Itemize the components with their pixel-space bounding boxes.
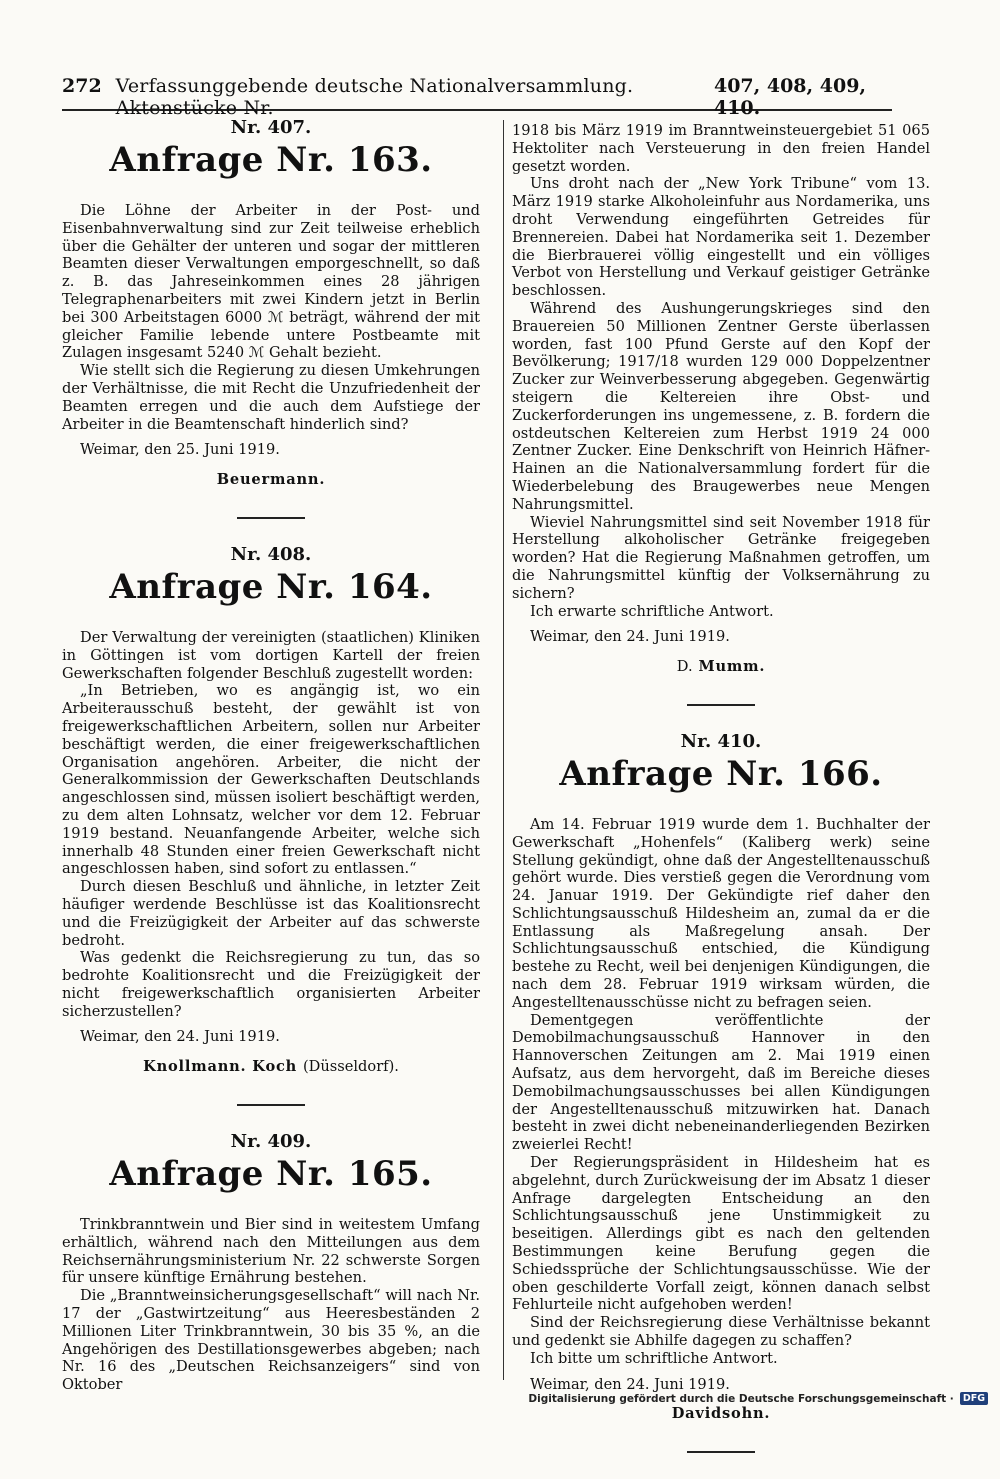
page-header [62, 75, 892, 119]
doc-number: Nr. 410. [680, 730, 762, 752]
right-column [512, 122, 930, 1479]
paragraph: Durch diesen Beschluß und ähnliche, in letzter Zeit häufiger werdende Beschlüsse ist das Koalitionsrecht und die Freizügigkeit der Arbeiter auf das schwerste bedroht. [62, 878, 480, 949]
signature: Beuermann. [216, 471, 326, 489]
doc-title: Anfrage Nr. 166. [559, 753, 883, 794]
paragraph: Ich bitte um schriftliche Antwort. [530, 1349, 778, 1367]
paragraph: Wieviel Nahrungsmittel sind seit November 1918 für Herstellung alkoholischer Getränke freigegeben worden? Hat die Regierung Maßnahmen getroffen, um die Nahrungsmittel künftig der Volksernährung zu sichern? [512, 513, 930, 602]
paragraph: Wie stellt sich die Regierung zu diesen Umkehrungen der Verhältnisse, die mit Recht die Unzufriedenheit der Beamten erregen und die auch dem Aufstiege der Arbeiter in die Beamtenschaft hinderlich sind? [62, 362, 480, 433]
paragraph: Während des Aushungerungskrieges sind den Brauereien 50 Millionen Zentner Gerste überlassen worden, fast 100 Pfund Gerste auf den Kopf der Bevölkerung; 1917/18 wurden 129 000 Doppelzentner Zucker zur Weinverbesserung abgegeben. Gegenwärtig steigern die Keltereien ihre Obst- und Zuckerforderungen ins ungemessene, z. B. fordern die ostdeutschen Keltereien zum Herbst 1919 24 000 Zentner Zucker. Eine Denkschrift von Heinrich Häfner-Hainen an die Nationalversammlung fordert für die Wiederbelebung des Braugewerbes neue Mengen Nahrungsmittel. [512, 299, 930, 513]
separator-rule [237, 517, 305, 519]
doc-title: Anfrage Nr. 163. [109, 140, 433, 180]
left-column [62, 118, 480, 1394]
date-line: Weimar, den 25. Juni 1919. [80, 441, 280, 459]
separator-rule [237, 1104, 305, 1106]
signature-line [512, 658, 930, 676]
paragraph: „In Betrieben, wo es angängig ist, wo ein Arbeiterausschuß besteht, der gewählt ist von freigewerkschaftlichen Arbeitern, sollen nur Arbeiter beschäftigt werden, die einer freigewerkschaftlichen Organisation angehören. Arbeiter, die nicht der Generalkommission der Gewerkschaften Deutschlands angeschlossen sind, müssen isoliert beschäftigt werden, zu dem alten Lohnsatz, welcher vor dem 12. Februar 1919 bestand. Neuanfangende Arbeiter, welche sich innerhalb 48 Stunden einer freien Gewerkschaft nicht angeschlossen haben, sind sofort zu entlassen.“ [62, 682, 480, 878]
paragraph: Was gedenkt die Reichsregierung zu tun, das so bedrohte Koalitionsrecht und die Freizügigkeit der nicht freigewerkschaftlich organisierten Arbeiter sicherzustellen? [62, 949, 480, 1020]
header-title: Verfassunggebende deutsche Nationalversammlung. Aktenstücke Nr. [115, 75, 634, 119]
separator-rule [687, 1451, 755, 1453]
signature: Davidsohn. [671, 1405, 771, 1423]
paragraph: Trinkbranntwein und Bier sind in weitestem Umfang erhältlich, während nach den Mitteilungen aus dem Reichsernährungsministerium Nr. 22 schwerste Sorgen für unsere künftige Ernährung bestehen. [62, 1216, 480, 1287]
document-409-continued [512, 122, 930, 676]
signature: Mumm. [698, 658, 766, 676]
paragraph: Der Regierungspräsident in Hildesheim hat es abgelehnt, durch Zurückweisung der im Absatz 1 dieser Anfrage dargelegten Entscheidung an den Schlichtungsausschuß jene Unstimmigkeit zu beseitigen. Allerdings gibt es nach den geltenden Bestimmungen keine Berufung gegen die Schiedssprüche der Schlichtungsausschüsse. Wie der oben geschilderte Vorfall zeigt, können danach selbst Fehlurteile nicht aufgehoben werden! [512, 1154, 930, 1314]
doc-number: Nr. 409. [230, 1131, 312, 1153]
paragraph: Ich erwarte schriftliche Antwort. [530, 602, 774, 620]
paragraph: Uns droht nach der „New York Tribune“ vom 13. März 1919 starke Alkoholeinfuhr aus Nordamerika, uns droht Verwendung eingeführten Getreides für Brennereien. Dabei hat Nordamerika seit 1. Dezember die Bierbrauerei völlig eingestellt und ein völliges Verbot von Herstellung und Verkauf geistiger Getränke beschlossen. [512, 175, 930, 300]
paragraph: Am 14. Februar 1919 wurde dem 1. Buchhalter der Gewerkschaft „Hohenfels“ (Kaliberg werk) seine Stellung gekündigt, ohne daß der Angestelltenausschuß gehört wurde. Dies verstieß gegen die Verordnung vom 24. Januar 1919. Der Gekündigte rief daher den Schlichtungsausschuß Hildesheim an, zumal da er die Entlassung als Maßregelung ansah. Der Schlichtungsausschuß entschied, die Kündigung bestehe zu Recht, weil bei denjenigen Kündigungen, die nach dem 28. Februar 1919 wirksam würden, die Angestelltenausschüsse nicht zu befragen seien. [512, 815, 930, 1011]
footer-credit [528, 1392, 988, 1405]
paragraph: Die Löhne der Arbeiter in der Post- und Eisenbahnverwaltung sind zur Zeit teilweise erheblich über die Gehälter der unteren und sogar der mittleren Beamten dieser Verwaltungen emporgeschnellt, so daß z. B. das Jahreseinkommen eines 28 jährigen Telegraphenarbeiters mit zwei Kindern jetzt in Berlin bei 300 Arbeitstagen 6000 ℳ beträgt, während der mit gleicher Familie lebende untere Postbeamte mit Zulagen insgesamt 5240 ℳ Gehalt bezieht. [62, 202, 480, 362]
page-number: 272 [62, 75, 102, 97]
paragraph: Die „Branntweinsicherungsgesellschaft“ will nach Nr. 17 der „Gastwirtzeitung“ aus Heeresbeständen 2 Millionen Liter Trinkbranntwein, 30 bis 35 %, an die Angehörigen des Destillationsgewerbes abgeben; nach Nr. 16 des „Deutschen Reichsanzeigers“ sind von Oktober [62, 1287, 480, 1394]
signature-place: (Düsseldorf). [302, 1058, 399, 1076]
footer-text: Digitalisierung gefördert durch die Deutsche Forschungsgemeinschaft · [528, 1392, 954, 1405]
date-line: Weimar, den 24. Juni 1919. [530, 1375, 730, 1393]
date-line: Weimar, den 24. Juni 1919. [80, 1028, 280, 1046]
signature-line [62, 1058, 480, 1076]
paragraph: Der Verwaltung der vereinigten (staatlichen) Kliniken in Göttingen ist vom dortigen Kartell der freien Gewerkschaften folgender Beschluß zugestellt worden: [62, 628, 480, 682]
document-408 [62, 545, 480, 1076]
column-divider [503, 120, 504, 1380]
separator-rule [687, 704, 755, 706]
document-407 [62, 118, 480, 489]
paragraph-continuation: 1918 bis März 1919 im Branntweinsteuergebiet 51 065 Hektoliter nach Versteuerung in den freien Handel gesetzt worden. [512, 122, 930, 175]
date-line: Weimar, den 24. Juni 1919. [530, 628, 730, 646]
doc-title: Anfrage Nr. 164. [109, 566, 433, 607]
signature-prefix: D. [676, 658, 693, 676]
signature: Knollmann. Koch [143, 1058, 298, 1076]
doc-title: Anfrage Nr. 165. [109, 1154, 433, 1195]
dfg-logo-icon: DFG [960, 1392, 988, 1405]
paragraph: Dementgegen veröffentlichte der Demobilmachungsausschuß Hannover in den Hannoverschen Zeitungen am 2. Mai 1919 einen Aufsatz, aus dem hervorgeht, daß im Bereiche dieses Demobilmachungsausschusses bei allen Kündigungen der Angestelltenausschuß mitzuwirken hat. Danach besteht in zwei dicht nebeneinanderliegenden Bezirken zweierlei Recht! [512, 1011, 930, 1154]
doc-number: Nr. 407. [230, 117, 312, 138]
doc-number: Nr. 408. [230, 543, 312, 565]
document-409 [62, 1132, 480, 1394]
header-numbers: 407, 408, 409, 410. [713, 75, 867, 119]
paragraph: Sind der Reichsregierung diese Verhältnisse bekannt und gedenkt sie Abhilfe dagegen zu schaffen? [512, 1314, 930, 1350]
document-410 [512, 732, 930, 1423]
